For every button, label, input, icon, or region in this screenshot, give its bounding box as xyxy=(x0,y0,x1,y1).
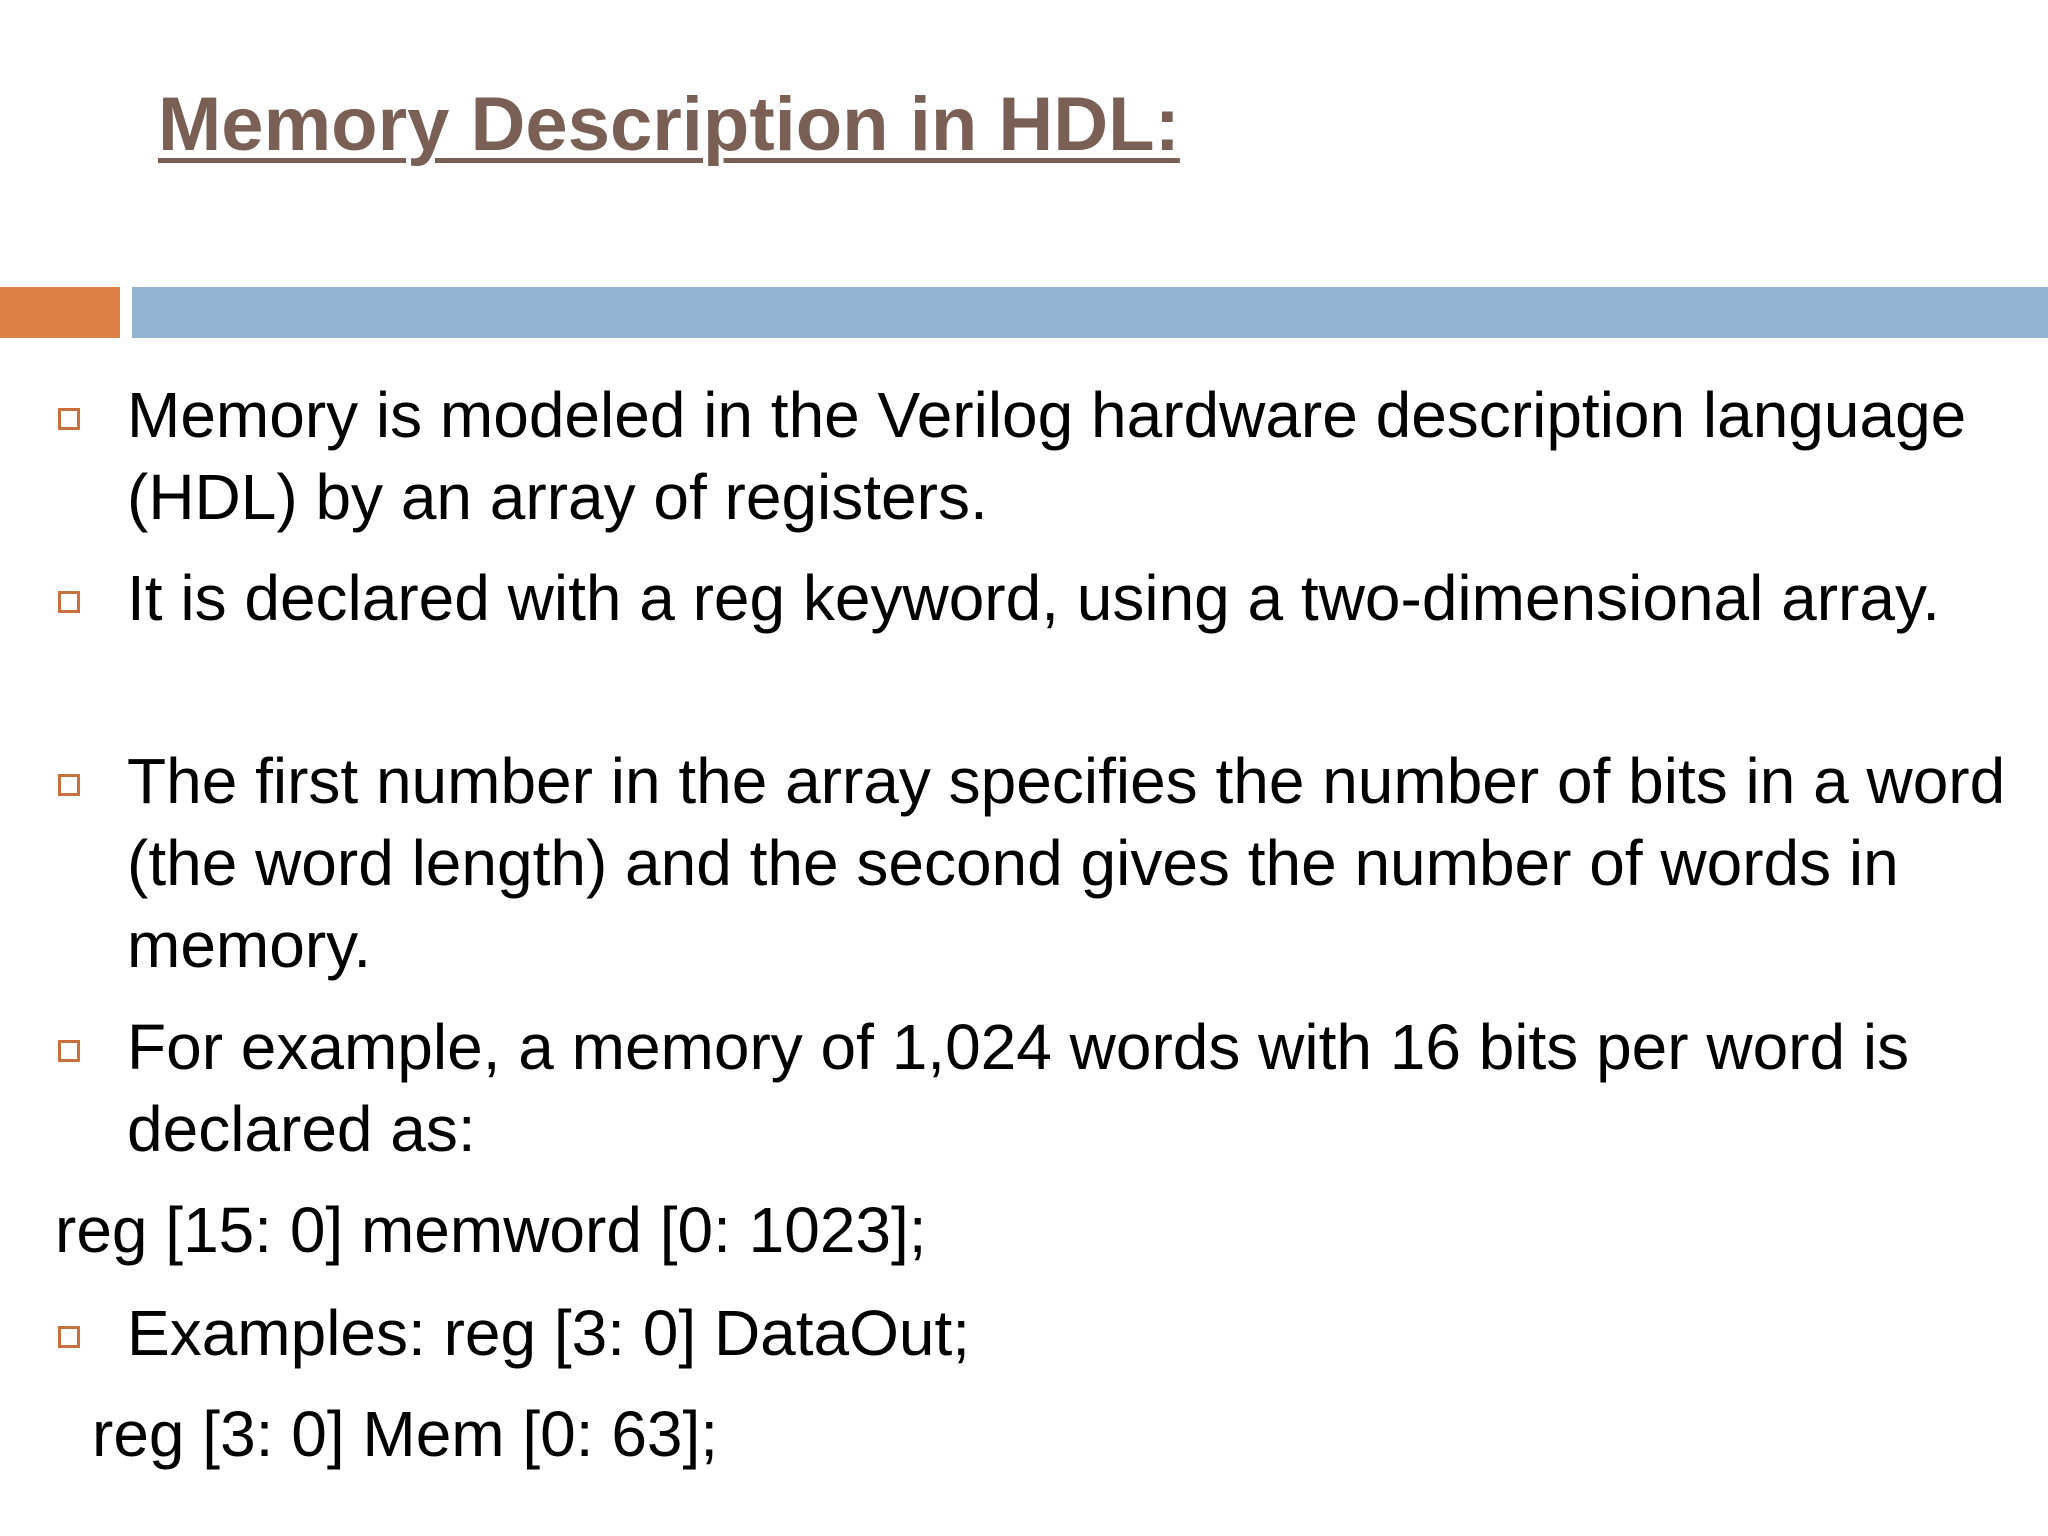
hollow-square-icon xyxy=(58,408,80,430)
hollow-square-icon xyxy=(58,591,80,613)
hollow-square-icon xyxy=(58,774,80,796)
bullet-text: The first number in the array specifies the number of bits in a word (the word length) and the second gives the number of words in memory. xyxy=(127,745,2006,981)
bullet-text: Memory is modeled in the Verilog hardware description language (HDL) by an array of registers. xyxy=(127,379,1967,533)
hollow-square-icon xyxy=(58,1326,80,1348)
accent-bar-orange xyxy=(0,287,120,338)
bullet-text: Examples: reg [3: 0] DataOut; xyxy=(127,1297,971,1369)
hollow-square-icon xyxy=(58,1040,80,1062)
bullet-text: For example, a memory of 1,024 words with 16 bits per word is declared as: xyxy=(127,1011,1910,1165)
slide-title: Memory Description in HDL: xyxy=(158,82,1180,167)
bullet-text: It is declared with a reg keyword, using a two-dimensional array. xyxy=(127,562,1940,634)
code-line: reg [3: 0] Mem [0: 63]; xyxy=(92,1398,719,1470)
accent-bar-blue xyxy=(132,287,2048,338)
code-line: reg [15: 0] memword [0: 1023]; xyxy=(55,1194,927,1266)
